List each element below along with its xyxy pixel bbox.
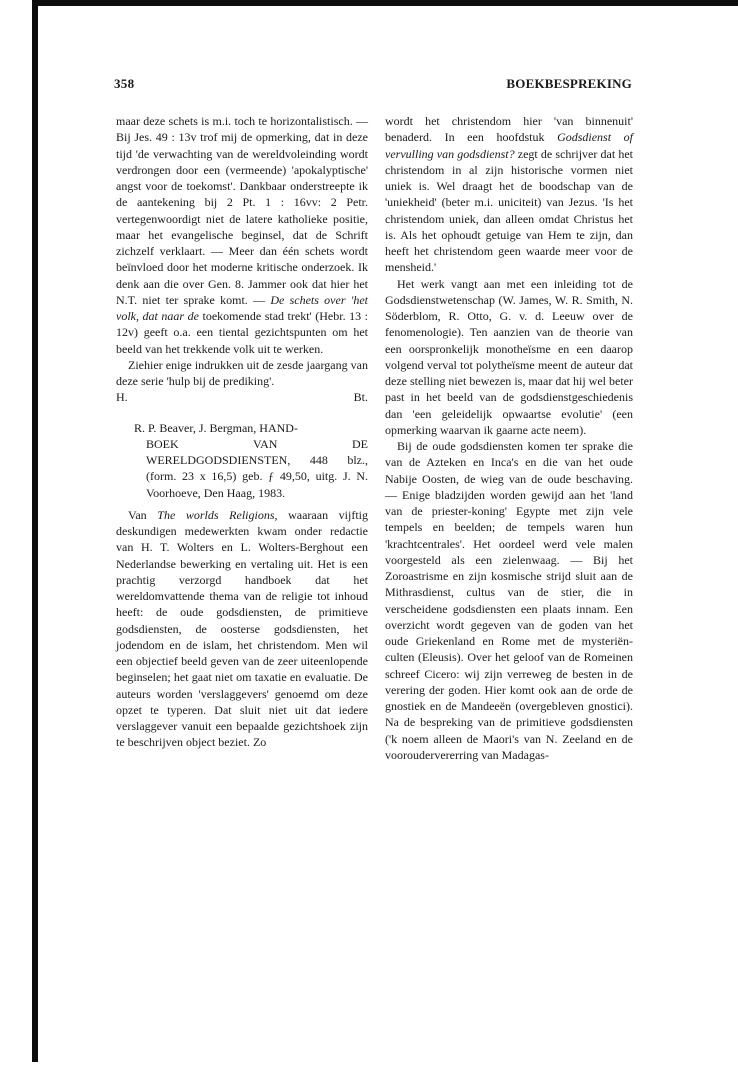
paragraph <box>385 113 633 276</box>
text: wordt het christendom hier 'van binnenuit' benaderd. In een hoofdstuk <box>385 114 633 145</box>
page-number: 358 <box>114 76 135 91</box>
text: toekomende stad trekt' (Hebr. 13 : 12v) geeft o.a. een tiental gezichtspunten om het beeld van het trekkende volk uit te werken. <box>116 309 368 356</box>
signature-initial: H. <box>116 390 128 405</box>
paragraph: Bij de oude godsdiensten komen ter sprake die van de Azteken en Inca's en die van het oude Nabije Oosten, de wieg van de oude beschaving. — Enige bladzijden worden gewijd aan het 'land van de priester-koning' Egypte met zijn vele tempels en beelden; de tempels waren hun 'krachtcentrales'. Het oordeel werd vele malen voorgesteld als een zielenwaag. — Bij het Zoroastrisme en zijn kosmische strijd sluit aan de Mithrasdienst, cultus van de stier, die in verscheidene godsdiensten een plaats innam. Een overzicht wordt gegeven van de goden van het oude Griekenland en Rome met de mysteriën-culten (Eleusis). Over het geloof van de Romeinen schreef Cicero: wij zijn verreweg de besten in de verering der goden. Hier komt ook aan de orde de gnostiek en de Mandeeën (overgebleven gnostici). Na de bespreking van de primitieve godsdiensten ('k noem alleen de Maori's van N. Zeeland en de vooroudervererring van Madagas- <box>385 439 633 762</box>
text: zegt de schrijver dat het christendom in al zijn historische vormen niet uniek is. Wel draagt het de boodschap van de 'uniekheid' (beter m.i. uniciteit) van Jezus. 'Is het christendom uniek, dan alleen omdat Christus het is. Als het ophoudt getuige van Hem te zijn, dan heeft het christendom geen waarde meer voor de mensheid.' <box>385 146 634 275</box>
page-edge-top <box>32 0 738 6</box>
paragraph: Ziehier enige indrukken uit de zesde jaargang van deze serie 'hulp bij de prediking'. <box>116 357 368 388</box>
book-entry-details: BOEK VAN DE WERELDGODSDIENSTEN, 448 blz., (form. 23 x 16,5) geb. ƒ 49,50, uitg. J. N. Voorhoeve, Den Haag, 1983. <box>146 436 368 500</box>
signature-initials: Bt. <box>353 390 368 405</box>
text: waaraan vijftig deskundigen medewerkten kwam onder redactie van H. T. Wolters en L. Wolters-Berghout een Nederlandse bewerking en vertaling uit. Het is een prachtig verzorgd handboek dat het wereldomvattende thema van de religie tot inhoud heeft: de oude godsdiensten, de primitieve godsdiensten, de oosterse godsdiensten, het jodendom en de islam, het christendom. Men wil een objectief beeld geven van de zeer uiteenlopende beginselen; het gaat niet om taxatie en evaluatie. De auteurs worden 'verslaggevers' genoemd om deze opzet te typeren. Dat sluit niet uit dat iedere verslaggever vanuit een bepaalde gezichtshoek zijn te beschrijven object beziet. Zo <box>116 507 369 750</box>
book-entry-authors: R. P. Beaver, J. Bergman, HAND- <box>134 420 298 435</box>
right-column <box>385 113 633 763</box>
paragraph <box>116 113 368 357</box>
text: maar deze schets is m.i. toch te horizontalistisch. — Bij Jes. 49 : 13v trof mij de opmerking, dat in deze tijd 'de verwachting van de wereldvoleinding wordt verdrongen door een (vermeende) 'apokalyptische' angst voor de toekomst'. Dankbaar onderstreepte ik de aantekening bij 2 Pt. 1 : 16vv: 2 Petr. vertegenwoordigt niet de latere katholieke positie, maar het evangelische beginsel, dat de Schrift zichzelf verklaart. — Meer dan één schets wordt beïnvloed door het moderne kritische onderzoek. Ik denk aan die over Gen. 8. Jammer ook dat hier het N.T. niet ter sprake komt. — <box>116 114 368 307</box>
left-column <box>116 113 368 751</box>
italic-text: Godsdienst of vervulling van godsdienst? <box>385 130 634 161</box>
paragraph: Het werk vangt aan met een inleiding tot de Godsdienstwetenschap (W. James, W. R. Smith, N. Söderblom, R. Otto, G. v. d. Leeuw over de fenomenologie). Ten aanzien van de theorie van een oorspronkelijk monotheïsme en een daarop volgend verval tot polytheïsme meent de auteur dat deze stelling niet bewezen is, maar dat hij wel beter past in het beeld van de godsdienstgeschiedenis dan 'een geleidelijk opwaartse evolutie' (een opmerking waarvan ik gaarne acte neem). <box>385 276 633 437</box>
text: Van <box>128 507 147 522</box>
signature <box>116 389 368 405</box>
running-title: BOEKBESPREKING <box>506 76 632 91</box>
book-entry <box>134 420 368 501</box>
page-edge-left <box>32 0 38 1062</box>
italic-text: De schets over 'het volk, dat naar de <box>116 292 368 323</box>
paragraph <box>116 507 368 751</box>
italic-text: The worlds Religions, <box>157 507 278 522</box>
